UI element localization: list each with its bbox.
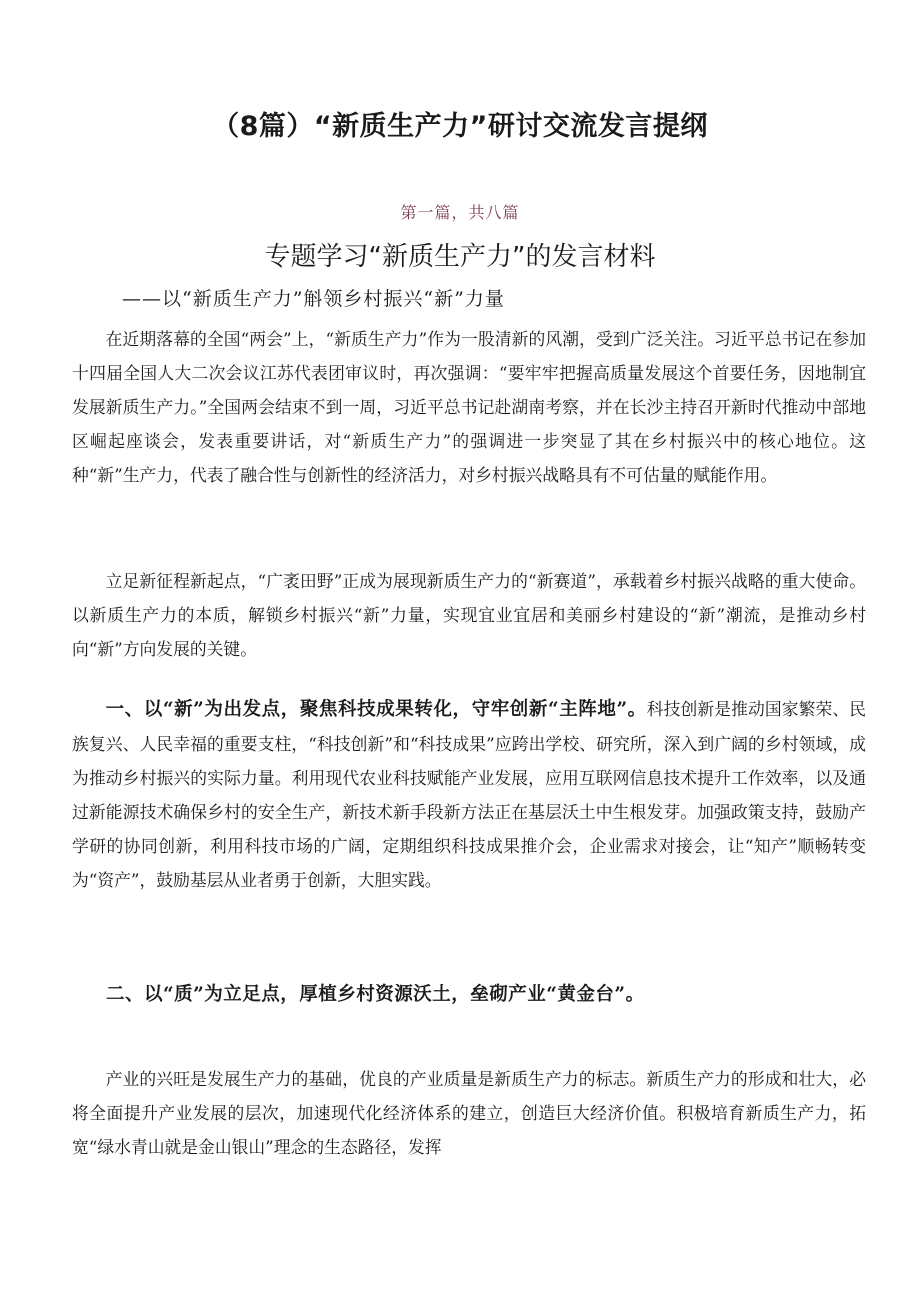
paragraph-context: 立足新征程新起点，“广袤田野”正成为展现新质生产力的“新赛道”，承载着乡村振兴战略的重大使命。以新质生产力的本质，解锁乡村振兴“新”力量，实现宜业宜居和美丽乡村建设的“新”潮流，是推动乡村向“新”方向发展的关键。 <box>72 571 866 659</box>
paragraph-section-two: 产业的兴旺是发展生产力的基础，优良的产业质量是新质生产力的标志。新质生产力的形成和壮大，必将全面提升产业发展的层次，加速现代化经济体系的建立，创造巨大经济价值。积极培育新质生产力，拓宽“绿水青山就是金山银山”理念的生态路径，发挥 <box>72 1069 866 1157</box>
section-one-body: 科技创新是推动国家繁荣、民族复兴、人民幸福的重要支柱，“科技创新”和“科技成果”应跨出学校、研究所，深入到广阔的乡村领域，成为推动乡村振兴的实际力量。利用现代农业科技赋能产业发展，应用互联网信息技术提升工作效率，以及通过新能源技术确保乡村的安全生产，新技术新手段新方法正在基层沃土中生根发芽。加强政策支持，鼓励产学研的协同创新，利用科技市场的广阔，定期组织科技成果推介会，企业需求对接会，让“知产”顺畅转变为“资产”，鼓励基层从业者勇于创新，大胆实践。 <box>72 699 866 890</box>
paragraph-intro: 在近期落幕的全国“两会”上，“新质生产力”作为一股清新的风潮，受到广泛关注。习近平总书记在参加十四届全国人大二次会议江苏代表团审议时，再次强调：“要牢牢把握高质量发展这个首要任务，因地制宜发展新质生产力。”全国两会结束不到一周，习近平总书记赴湖南考察，并在长沙主持召开新时代推动中部地区崛起座谈会，发表重要讲话，对“新质生产力”的强调进一步突显了其在乡村振兴中的核心地位。这种“新”生产力，代表了融合性与创新性的经济活力，对乡村振兴战略具有不可估量的赋能作用。 <box>72 329 866 485</box>
section-one-heading: 一、以“新”为出发点，聚焦科技成果转化，守牢创新“主阵地”。 <box>105 699 647 720</box>
part-label: 第一篇，共八篇 <box>400 203 520 222</box>
sub-heading: ——以“新质生产力”斛领乡村振兴“新”力量 <box>122 288 505 310</box>
document-title: （8篇）“新质生产力”研讨交流发言提纲 <box>212 111 708 142</box>
section-two-heading: 二、以“质”为立足点，厚植乡村资源沃土，垒砌产业“黄金台”。 <box>106 984 645 1005</box>
paragraph-section-one <box>72 692 866 897</box>
main-heading: 专题学习“新质生产力”的发言材料 <box>264 242 656 272</box>
